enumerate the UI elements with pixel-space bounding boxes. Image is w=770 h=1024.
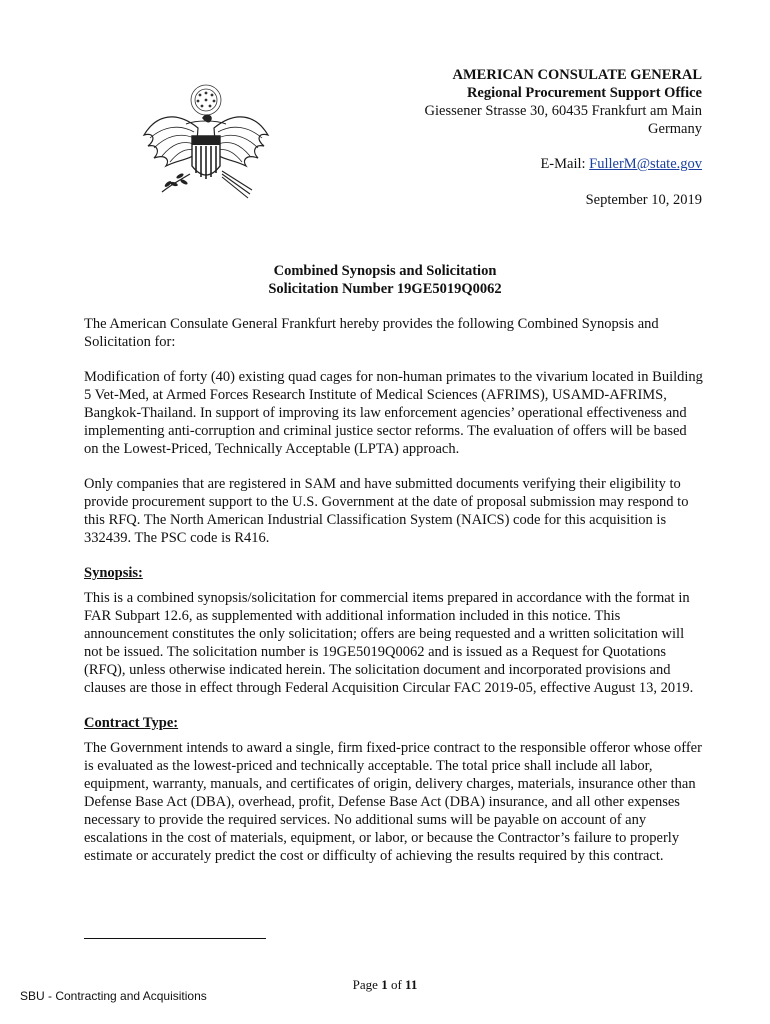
office-country: Germany (648, 121, 702, 137)
footnote-divider (84, 938, 266, 939)
description-paragraph: Modification of forty (40) existing quad cages for non-human primates to the vivarium located in Building 5 Vet-Med, at Armed Forces Research Institute of Medical Sciences (AFRIMS), USAMD-AFRIMS, Bangkok-Thailand. In support of improving its law enforcement agencies’ operational effectiveness and implementing anti-corruption and criminal justice sector reforms. The evaluation of offers will be based on the Lowest-Priced, Technically Acceptable (LPTA) approach. (84, 369, 703, 457)
contract-type-heading: Contract Type: (84, 715, 179, 731)
title-line-2: Solicitation Number 19GE5019Q0062 (268, 281, 502, 297)
document-body (84, 315, 704, 882)
eligibility-paragraph: Only companies that are registered in SAM and have submitted documents verifying their eligibility to provide procurement support to the U.S. Government at the date of proposal submission may respond to this RFQ. The North American Industrial Classification System (NAICS) code for this acquisition is 332439. The PSC code is R416. (84, 476, 689, 546)
footer-classification: SBU - Contracting and Acquisitions (20, 989, 207, 1003)
email-link[interactable]: FullerM@state.gov (589, 156, 702, 172)
contract-type-paragraph: The Government intends to award a single, firm fixed-price contract to the responsible offeror whose offer is evaluated as the lowest-priced and technically acceptable. The total price shall include all labor, equipment, warranty, manuals, and certificates of origin, delivery charges, materials, insurance other than Defense Base Act (DBA), overhead, profit, Defense Base Act (DBA) insurance, and all other expenses necessary to provide the required services. No additional sums will be payable on account of any escalations in the cost of materials, equipment, or labor, or because the Contractor’s failure to properly estimate or accurately predict the cost or difficulty of achieving the results required by this contract. (84, 740, 702, 864)
intro-paragraph: The American Consulate General Frankfurt hereby provides the following Combined Synopsis and Solicitation for: (84, 316, 659, 350)
email-line (282, 155, 702, 173)
org-name: AMERICAN CONSULATE GENERAL (452, 67, 702, 83)
synopsis-paragraph: This is a combined synopsis/solicitation for commercial items prepared in accordance with the format in FAR Subpart 12.6, as supplemented with additional information included in this notice. This announcement constitutes the only solicitation; offers are being requested and a written solicitation will not be issued. The solicitation number is 19GE5019Q0062 and is issued as a Request for Quotations (RFQ), unless otherwise indicated herein. The solicitation document and incorporated provisions and clauses are those in effect through Federal Acquisition Circular FAC 2019-05, effective August 13, 2019. (84, 590, 694, 696)
synopsis-heading: Synopsis: (84, 565, 143, 581)
letterhead (282, 66, 702, 209)
title-line-1: Combined Synopsis and Solicitation (273, 263, 497, 279)
document-title (0, 262, 770, 298)
page-number: Page 1 of 11 (352, 977, 418, 992)
great-seal-icon (136, 80, 276, 210)
office-name: Regional Procurement Support Office (466, 85, 702, 101)
office-address: Giessener Strasse 30, 60435 Frankfurt am Main (424, 103, 702, 119)
letter-date: September 10, 2019 (585, 192, 702, 208)
email-label: E-Mail: (540, 156, 590, 172)
